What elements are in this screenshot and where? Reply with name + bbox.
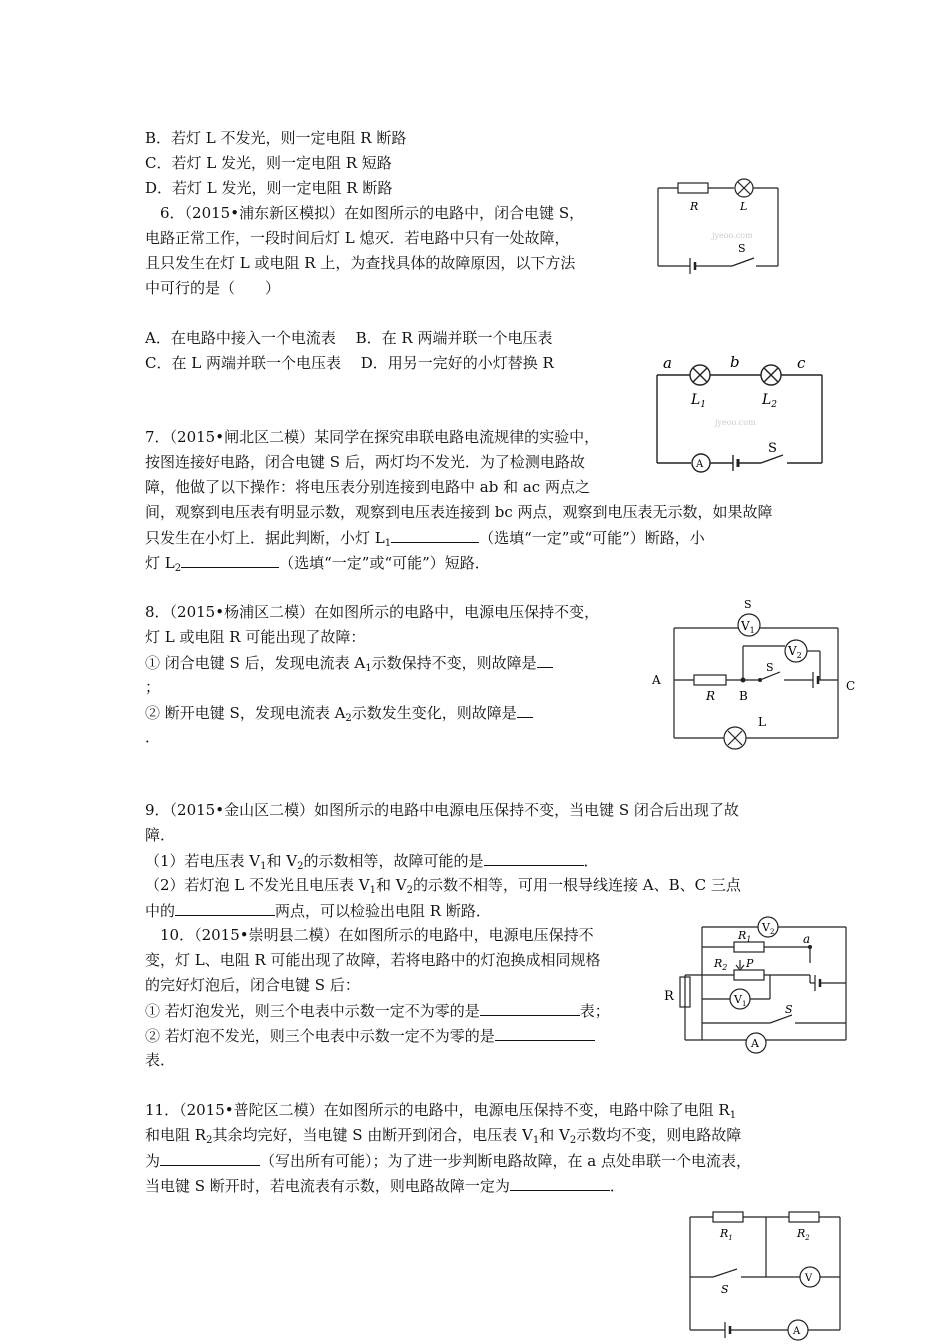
svg-text:A: A: [751, 1037, 759, 1050]
q11-stem-line4: 当电键 S 断开时，若电流表有示数，则电路故障一定为 ．: [145, 1177, 625, 1195]
q5-option-d: D．若灯 L 发光，则一定电阻 R 断路: [145, 179, 393, 197]
q6-circuit-diagram: [650, 178, 790, 278]
q10-circuit-diagram: [660, 915, 850, 1060]
answer-blank[interactable]: [510, 1175, 610, 1191]
answer-blank[interactable]: [480, 1000, 580, 1016]
q9-stem-line1: 9．（2015•金山区二模）如图所示的电路中电源电压保持不变，当电键 S 闭合后出现了故: [145, 801, 739, 819]
q7-stem-line1: 7．（2015•闸北区二模）某同学在探究串联电路电流规律的实验中，: [145, 428, 600, 446]
q8-stem-line4: ；: [145, 678, 161, 696]
svg-text:S: S: [721, 1283, 729, 1296]
q6-options-ab: A．在电路中接入一个电流表 B．在 R 两端并联一个电压表: [145, 329, 553, 347]
svg-text:R1: $R_1$: [738, 929, 752, 944]
svg-text:R: R: [664, 989, 674, 1004]
q10-stem-line6: 表．: [145, 1051, 176, 1069]
svg-text:A: A: [793, 1326, 801, 1337]
svg-text:V2: $V_2$: [788, 644, 802, 660]
svg-text:A: A: [696, 459, 704, 470]
q5-option-b: B．若灯 L 不发光，则一定电阻 R 断路: [145, 129, 407, 147]
svg-text:L: L: [740, 200, 748, 213]
q9-stem-line4: （2）若灯泡 L 不发光且电压表 $V_1$和 $V_2$的示数不相等，可用一根导线连接 A、B、C 三点: [145, 876, 741, 896]
q8-stem-line1: 8．（2015•杨浦区二模）在如图所示的电路中，电源电压保持不变，: [145, 603, 600, 621]
q6-stem-line4: 中可行的是（ ）: [145, 279, 281, 297]
svg-text:R1: $R_1$: [720, 1227, 733, 1242]
q6-stem-line2: 电路正常工作，一段时间后灯 L 熄灭．若电路中只有一处故障，: [145, 229, 570, 247]
svg-text:V1: $V_1$: [734, 993, 747, 1008]
q10-stem-line3: 的完好灯泡后，闭合电键 S 后：: [145, 976, 360, 994]
answer-blank[interactable]: [495, 1025, 595, 1041]
q6-options-cd: C．在 L 两端并联一个电压表 D．用另一完好的小灯替换 R: [145, 354, 554, 372]
svg-text:A: A: [652, 673, 661, 687]
q7-stem-line5: 只发生在小灯上．据此判断，小灯 $L_1$ （选填“一定”或“可能”）断路，小: [145, 529, 705, 549]
svg-text:jyeoo.com: jyeoo.com: [715, 418, 756, 427]
answer-blank[interactable]: [175, 900, 275, 916]
svg-text:S: S: [744, 598, 752, 611]
q11-stem-line3: 为 （写出所有可能）；为了进一步判断电路故障，在 a 点处串联一个电流表，: [145, 1152, 751, 1170]
svg-text:S: S: [766, 661, 774, 674]
q8-stem-line3: ① 闭合电键 S 后，发现电流表 $A_1$示数保持不变，则故障是: [145, 652, 553, 673]
q5-option-c: C．若灯 L 发光，则一定电阻 R 短路: [145, 154, 392, 172]
answer-blank[interactable]: [160, 1150, 260, 1166]
q8-circuit-diagram: [648, 598, 863, 753]
q9-stem-line5: 中的 两点，可以检验出电阻 R 断路．: [145, 902, 491, 920]
q8-stem-line6: ．: [145, 728, 161, 746]
answer-blank[interactable]: [517, 702, 533, 718]
answer-blank[interactable]: [181, 552, 279, 568]
q10-stem-line4: ① 若灯泡发光，则三个电表中示数一定不为零的是 表；: [145, 1002, 610, 1020]
svg-text:b: b: [730, 353, 740, 371]
svg-text:c: c: [797, 354, 806, 372]
svg-text:a: a: [663, 354, 672, 372]
svg-text:S: S: [785, 1003, 793, 1016]
svg-text:jyeoo.com: jyeoo.com: [712, 231, 753, 240]
q7-stem-line6: 灯 $L_2$ （选填“一定”或“可能”）短路．: [145, 554, 490, 574]
svg-text:L1: $L_1$: [691, 392, 707, 410]
q6-stem-line1: 6．（2015•浦东新区模拟）在如图所示的电路中，闭合电键 S，: [160, 204, 585, 222]
svg-text:R2: $R_2$: [714, 957, 728, 972]
svg-text:V2: $V_2$: [762, 921, 775, 936]
q11-stem-line1: 11．（2015•普陀区二模）在如图所示的电路中，电源电压保持不变，电路中除了电阻 $R_1$: [145, 1101, 737, 1121]
q10-stem-line1: 10．（2015•崇明县二模）在如图所示的电路中，电源电压保持不: [160, 926, 594, 944]
svg-text:L2: $L_2$: [762, 392, 778, 410]
svg-text:a: a: [803, 932, 811, 946]
q7-circuit-diagram: [655, 350, 825, 470]
q7-stem-line4: 间，观察到电压表有明显示数，观察到电压表连接到 bc 两点，观察到电压表无示数，如果故障: [145, 503, 773, 521]
svg-text:R: R: [690, 200, 699, 213]
answer-blank[interactable]: [484, 850, 584, 866]
q11-stem-line2: 和电阻 $R_2$其余均完好，当电键 S 由断开到闭合，电压表 $V_1$和 $V_2$示数均不变，则电路故障: [145, 1126, 742, 1146]
q6-stem-line3: 且只发生在灯 L 或电阻 R 上，为查找具体的故障原因，以下方法: [145, 254, 576, 272]
q10-stem-line5: ② 若灯泡不发光，则三个电表中示数一定不为零的是: [145, 1025, 595, 1046]
answer-blank[interactable]: [391, 527, 479, 543]
svg-text:L: L: [758, 715, 766, 729]
svg-text:S: S: [738, 242, 746, 255]
svg-text:V: V: [805, 1273, 813, 1284]
q11-circuit-diagram: [685, 1205, 850, 1344]
q7-stem-line2: 按图连接好电路，闭合电键 S 后，两灯均不发光．为了检测电路故: [145, 453, 585, 471]
q10-stem-line2: 变，灯 L、电阻 R 可能出现了故障，若将电路中的灯泡换成相同规格: [145, 951, 601, 969]
svg-text:C: C: [846, 679, 856, 693]
q9-stem-line3: （1）若电压表 $V_1$和 $V_2$的示数相等，故障可能的是 ．: [145, 852, 599, 872]
answer-blank[interactable]: [537, 652, 553, 668]
svg-text:R: R: [706, 689, 716, 703]
svg-text:S: S: [768, 441, 777, 456]
svg-text:R2: $R_2$: [797, 1227, 810, 1242]
q7-stem-line3: 障，他做了以下操作：将电压表分别连接到电路中 ab 和 ac 两点之: [145, 478, 590, 496]
svg-text:V1: $V_1$: [741, 619, 755, 635]
q8-stem-line2: 灯 L 或电阻 R 可能出现了故障：: [145, 628, 366, 646]
svg-text:B: B: [739, 689, 748, 703]
q8-stem-line5: ② 断开电键 S，发现电流表 $A_2$示数发生变化，则故障是: [145, 702, 533, 723]
q9-stem-line2: 障．: [145, 826, 176, 844]
svg-text:P: P: [746, 957, 754, 970]
switch-icon: [732, 258, 754, 266]
resistor-r-icon: [678, 183, 708, 193]
